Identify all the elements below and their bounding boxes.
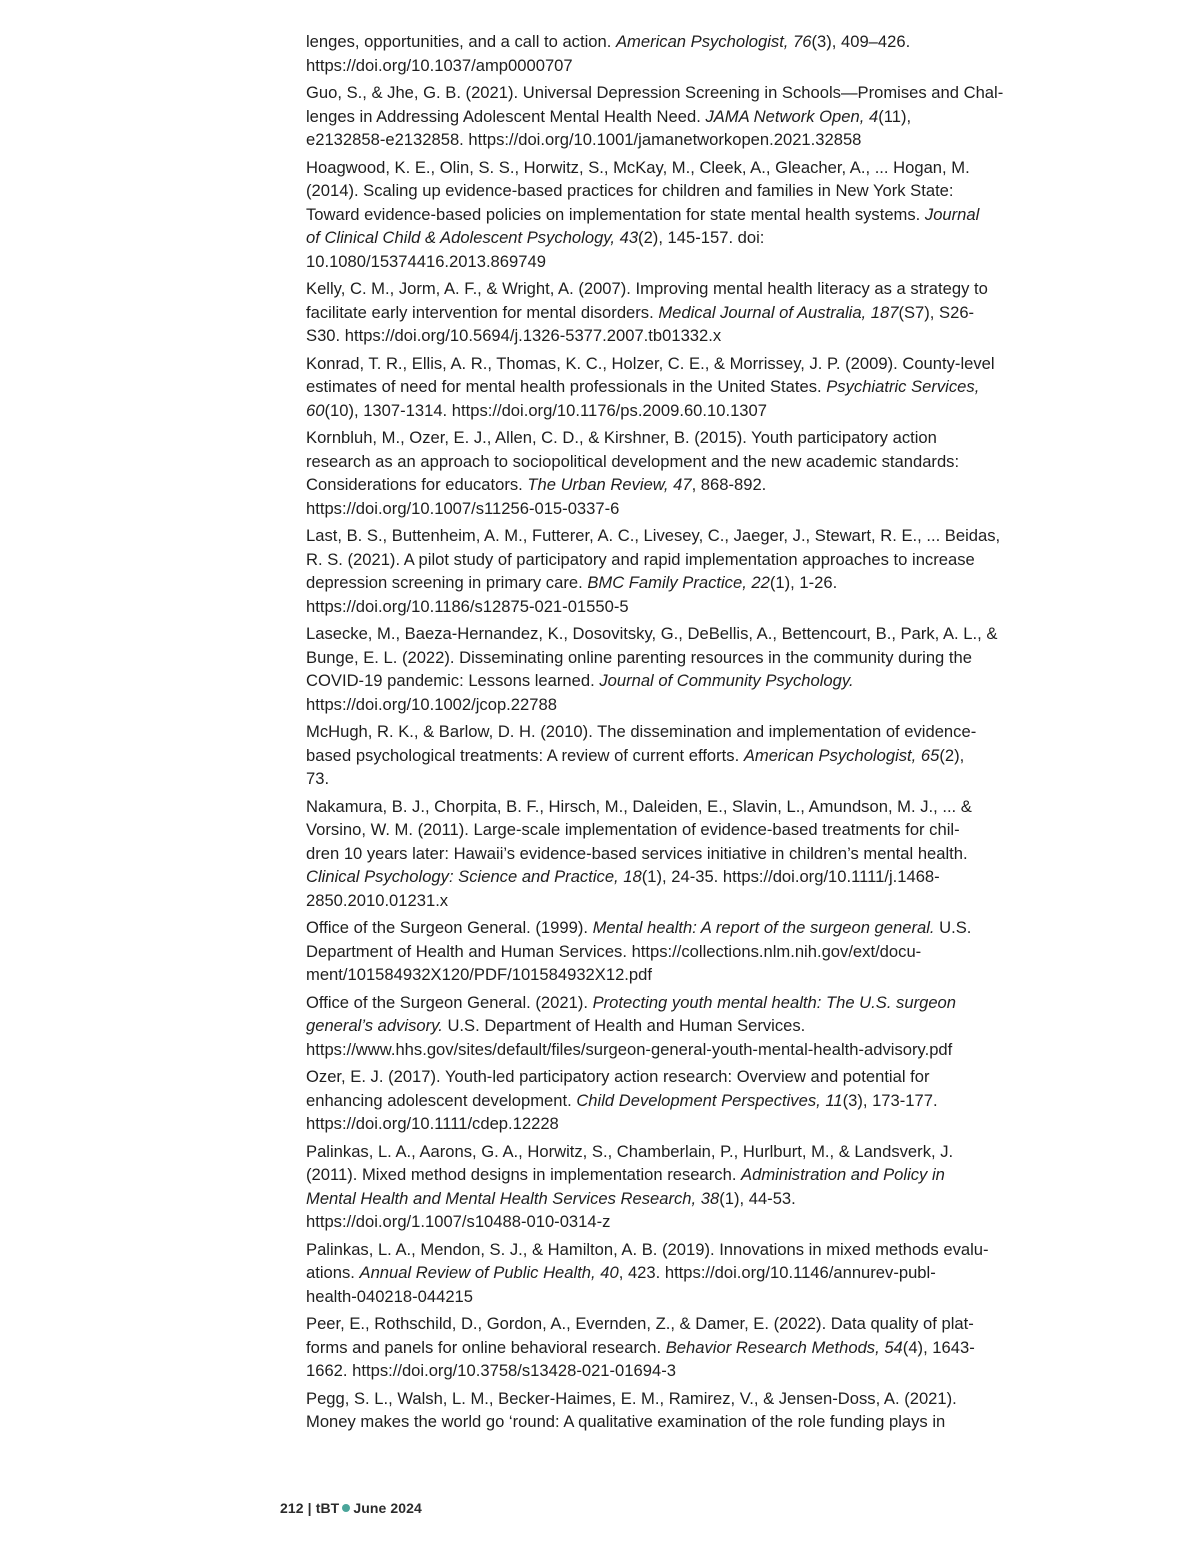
reference-line: [306, 524, 1001, 548]
reference-text: estimates of need for mental health professionals in the United States.: [306, 377, 827, 396]
reference-line: [306, 744, 986, 768]
reference-text: https://doi.org/10.1037/amp0000707: [306, 55, 573, 75]
reference-text: ment/101584932X120/PDF/101584932X12.pdf: [306, 965, 652, 984]
reference-text: Guo, S., & Jhe, G. B. (2021). Universal Depression Screening in Schools—Promises and Chal-: [306, 83, 1004, 102]
reference-line: [306, 399, 986, 423]
reference-italic-text: Child Development Perspectives, 11: [576, 1090, 843, 1110]
reference-text: , 868-892.: [691, 475, 767, 494]
reference-line: [306, 916, 986, 940]
reference-text: (2),: [939, 745, 965, 765]
reference-line: [306, 1014, 986, 1038]
reference-line: [306, 693, 986, 717]
reference-entry: [306, 1238, 989, 1309]
reference-text: https://doi.org/10.1186/s12875-021-01550-5: [306, 596, 629, 616]
reference-line: [306, 426, 986, 450]
reference-line: [306, 105, 986, 129]
reference-italic-text: Journal: [924, 204, 980, 224]
reference-line: [306, 203, 986, 227]
reference-line: [306, 1140, 986, 1164]
reference-text: (2), 145-157. doi:: [638, 228, 765, 247]
footer-dot-icon: [342, 1504, 350, 1512]
reference-text: 10.1080/15374416.2013.869749: [306, 251, 546, 271]
reference-line: [306, 548, 986, 572]
reference-text: U.S. Department of Health and Human Services.: [442, 1016, 806, 1035]
reference-text: S30. https://doi.org/10.5694/j.1326-5377.2007.tb01332.x: [306, 326, 722, 345]
reference-text: McHugh, R. K., & Barlow, D. H. (2010). The dissemination and implementation of evidence-: [306, 722, 977, 741]
reference-text: (2011). Mixed method designs in implementation research.: [306, 1165, 742, 1184]
reference-line: [306, 842, 986, 866]
journal-name: tBT: [315, 1500, 340, 1516]
reference-text: Konrad, T. R., Ellis, A. R., Thomas, K. C., Holzer, C. E., & Morrissey, J. P. (2009). County-level: [306, 353, 995, 373]
reference-text: Vorsino, W. M. (2011). Large-scale implementation of evidence-based treatments for chil-: [306, 820, 960, 839]
reference-text: enhancing adolescent development.: [306, 1090, 577, 1110]
reference-text: (4), 1643-: [902, 1337, 975, 1357]
reference-entry: [306, 524, 1001, 618]
reference-italic-text: Protecting youth mental health: The U.S. surgeon: [592, 992, 957, 1012]
reference-italic-text: Mental health: A report of the surgeon general.: [592, 918, 935, 937]
reference-line: [306, 277, 986, 301]
reference-line: [306, 1065, 986, 1089]
reference-italic-text: general’s advisory.: [306, 1016, 443, 1035]
reference-italic-text: of Clinical Child & Adolescent Psychology, 43: [306, 228, 639, 247]
reference-text: Nakamura, B. J., Chorpita, B. F., Hirsch, M., Daleiden, E., Slavin, L., Amundson, M. J., ... &: [306, 796, 972, 816]
reference-text: (3), 409–426.: [811, 32, 911, 51]
reference-text: (1), 1-26.: [769, 573, 838, 592]
reference-line: [306, 818, 986, 842]
reference-italic-text: Clinical Psychology: Science and Practice, 18: [306, 867, 642, 886]
footer-separator: |: [307, 1500, 312, 1516]
reference-text: U.S.: [934, 918, 972, 937]
reference-italic-text: Annual Review of Public Health, 40: [359, 1263, 619, 1282]
reference-text: Pegg, S. L., Walsh, L. M., Becker-Haimes, E. M., Ramirez, V., & Jensen-Doss, A. (2021).: [306, 1388, 957, 1408]
reference-line: [306, 30, 986, 54]
reference-entry: [306, 622, 998, 716]
reference-text: (3), 173-177.: [842, 1090, 938, 1110]
reference-line: [306, 622, 998, 646]
reference-text: (1), 24-35. https://doi.org/10.1111/j.1468-: [641, 867, 940, 886]
reference-text: based psychological treatments: A review of current efforts.: [306, 745, 744, 765]
reference-line: [306, 450, 986, 474]
reference-line: [306, 1312, 986, 1336]
reference-text: research as an approach to sociopolitical development and the new academic standards:: [306, 451, 960, 471]
reference-text: Toward evidence-based policies on implementation for state mental health systems.: [306, 204, 925, 224]
reference-line: [306, 473, 986, 497]
reference-text: forms and panels for online behavioral research.: [306, 1337, 666, 1357]
reference-text: (10), 1307-1314. https://doi.org/10.1176/ps.2009.60.10.1307: [324, 400, 767, 420]
reference-line: [306, 54, 986, 78]
reference-text: (2014). Scaling up evidence-based practices for children and families in New York State:: [306, 181, 954, 200]
reference-text: https://doi.org/10.1111/cdep.12228: [306, 1114, 559, 1133]
reference-line: [306, 226, 986, 250]
issue-date: June 2024: [353, 1500, 422, 1516]
reference-italic-text: BMC Family Practice, 22: [587, 573, 770, 592]
reference-text: https://doi.org/10.1002/jcop.22788: [306, 694, 557, 714]
reference-text: Peer, E., Rothschild, D., Gordon, A., Evernden, Z., & Damer, E. (2022). Data quality of plat-: [306, 1314, 974, 1333]
reference-italic-text: 60: [306, 400, 325, 420]
reference-text: 1662. https://doi.org/10.3758/s13428-021-01694-3: [306, 1361, 676, 1380]
reference-text: Department of Health and Human Services. https://collections.nlm.nih.gov/ext/docu-: [306, 941, 922, 961]
reference-italic-text: American Psychologist, 65: [743, 745, 940, 765]
reference-italic-text: Mental Health and Mental Health Services Research, 38: [306, 1188, 720, 1208]
reference-text: ations.: [306, 1263, 360, 1282]
reference-line: [306, 1336, 986, 1360]
reference-text: https://www.hhs.gov/sites/default/files/surgeon-general-youth-mental-health-advisory.pdf: [306, 1039, 953, 1059]
reference-text: (S7), S26-: [898, 302, 975, 322]
reference-line: [306, 250, 986, 274]
page-footer: [280, 1500, 422, 1516]
reference-text: Palinkas, L. A., Mendon, S. J., & Hamilton, A. B. (2019). Innovations in mixed methods evalu-: [306, 1239, 989, 1259]
reference-text: lenges in Addressing Adolescent Mental Health Need.: [306, 106, 706, 126]
reference-text: 73.: [306, 769, 330, 788]
reference-italic-text: Administration and Policy in: [741, 1165, 945, 1184]
reference-line: [306, 497, 986, 521]
reference-line: [306, 324, 986, 348]
reference-text: dren 10 years later: Hawaii’s evidence-based services initiative in children’s mental health.: [306, 843, 968, 863]
reference-italic-text: JAMA Network Open, 4: [705, 106, 879, 126]
reference-italic-text: The Urban Review, 47: [527, 475, 692, 494]
reference-line: [306, 1163, 986, 1187]
reference-text: Palinkas, L. A., Aarons, G. A., Horwitz, S., Chamberlain, P., Hurlburt, M., & Landsverk, J.: [306, 1141, 954, 1161]
reference-line: [306, 352, 995, 376]
reference-line: [306, 128, 986, 152]
reference-line: [306, 156, 986, 180]
reference-entry: [306, 720, 986, 791]
reference-italic-text: Medical Journal of Australia, 187: [658, 302, 899, 322]
reference-entry: [306, 30, 986, 77]
reference-text: Hoagwood, K. E., Olin, S. S., Horwitz, S., McKay, M., Cleek, A., Gleacher, A., ... Hogan, M.: [306, 157, 970, 177]
reference-line: [306, 301, 986, 325]
reference-entry: [306, 1387, 986, 1434]
reference-text: Ozer, E. J. (2017). Youth-led participatory action research: Overview and potential for: [306, 1067, 930, 1086]
reference-entry: [306, 352, 995, 423]
reference-line: [306, 375, 986, 399]
reference-line: [306, 1210, 986, 1234]
reference-entry: [306, 426, 986, 520]
reference-line: [306, 1038, 986, 1062]
reference-text: Office of the Surgeon General. (1999).: [306, 918, 593, 937]
reference-entry: [306, 916, 986, 987]
reference-entry: [306, 81, 1004, 152]
reference-entry: [306, 1140, 986, 1234]
reference-entry: [306, 1065, 986, 1136]
reference-line: [306, 940, 986, 964]
reference-entry: [306, 1312, 986, 1383]
reference-entry: [306, 277, 986, 348]
reference-line: [306, 1261, 986, 1285]
reference-text: e2132858-e2132858. https://doi.org/10.1001/jamanetworkopen.2021.32858: [306, 130, 862, 149]
reference-text: https://doi.org/10.1007/s11256-015-0337-6: [306, 498, 620, 518]
reference-line: [306, 669, 986, 693]
reference-italic-text: Journal of Community Psychology.: [599, 671, 854, 690]
reference-text: Money makes the world go ‘round: A qualitative examination of the role funding plays in: [306, 1412, 946, 1431]
reference-line: [306, 720, 986, 744]
reference-text: 2850.2010.01231.x: [306, 890, 449, 910]
reference-text: depression screening in primary care.: [306, 573, 588, 592]
reference-text: https://doi.org/1.1007/s10488-010-0314-z: [306, 1212, 611, 1231]
reference-line: [306, 646, 986, 670]
reference-line: [306, 179, 986, 203]
reference-line: [306, 1359, 986, 1383]
reference-italic-text: American Psychologist, 76: [615, 32, 812, 51]
reference-line: [306, 1187, 986, 1211]
reference-text: (1), 44-53.: [719, 1188, 796, 1208]
reference-line: [306, 889, 986, 913]
reference-list: [306, 30, 1004, 1438]
reference-text: Office of the Surgeon General. (2021).: [306, 992, 593, 1012]
reference-text: (11),: [878, 106, 912, 126]
reference-line: [306, 595, 986, 619]
reference-text: lenges, opportunities, and a call to action.: [306, 32, 616, 51]
reference-text: COVID-19 pandemic: Lessons learned.: [306, 671, 600, 690]
reference-entry: [306, 991, 986, 1062]
reference-text: R. S. (2021). A pilot study of participatory and rapid implementation approaches to increase: [306, 549, 975, 569]
reference-line: [306, 767, 986, 791]
reference-entry: [306, 156, 986, 274]
reference-line: [306, 1112, 986, 1136]
reference-line: [306, 1089, 986, 1113]
reference-line: [306, 865, 986, 889]
reference-text: Kelly, C. M., Jorm, A. F., & Wright, A. (2007). Improving mental health literacy as a strategy to: [306, 279, 988, 298]
reference-line: [306, 1285, 986, 1309]
reference-text: facilitate early intervention for mental disorders.: [306, 302, 659, 322]
reference-entry: [306, 795, 986, 913]
reference-text: Last, B. S., Buttenheim, A. M., Futterer, A. C., Livesey, C., Jaeger, J., Stewart, R. E., ... Beidas,: [306, 526, 1001, 545]
reference-italic-text: Behavior Research Methods, 54: [665, 1337, 903, 1357]
reference-text: Lasecke, M., Baeza-Hernandez, K., Dosovitsky, G., DeBellis, A., Bettencourt, B., Park, A. L., &: [306, 624, 998, 643]
reference-text: Bunge, E. L. (2022). Disseminating online parenting resources in the community during the: [306, 647, 972, 667]
reference-line: [306, 795, 986, 819]
reference-text: Kornbluh, M., Ozer, E. J., Allen, C. D., & Kirshner, B. (2015). Youth participatory action: [306, 428, 937, 447]
reference-line: [306, 1238, 989, 1262]
reference-text: Considerations for educators.: [306, 475, 528, 494]
reference-line: [306, 991, 986, 1015]
reference-line: [306, 81, 1004, 105]
reference-line: [306, 963, 986, 987]
reference-italic-text: Psychiatric Services,: [826, 377, 980, 396]
page-number: 212: [280, 1500, 304, 1516]
reference-line: [306, 1387, 986, 1411]
reference-line: [306, 571, 986, 595]
reference-line: [306, 1410, 986, 1434]
reference-text: , 423. https://doi.org/10.1146/annurev-publ-: [618, 1263, 936, 1282]
reference-text: health-040218-044215: [306, 1286, 474, 1306]
